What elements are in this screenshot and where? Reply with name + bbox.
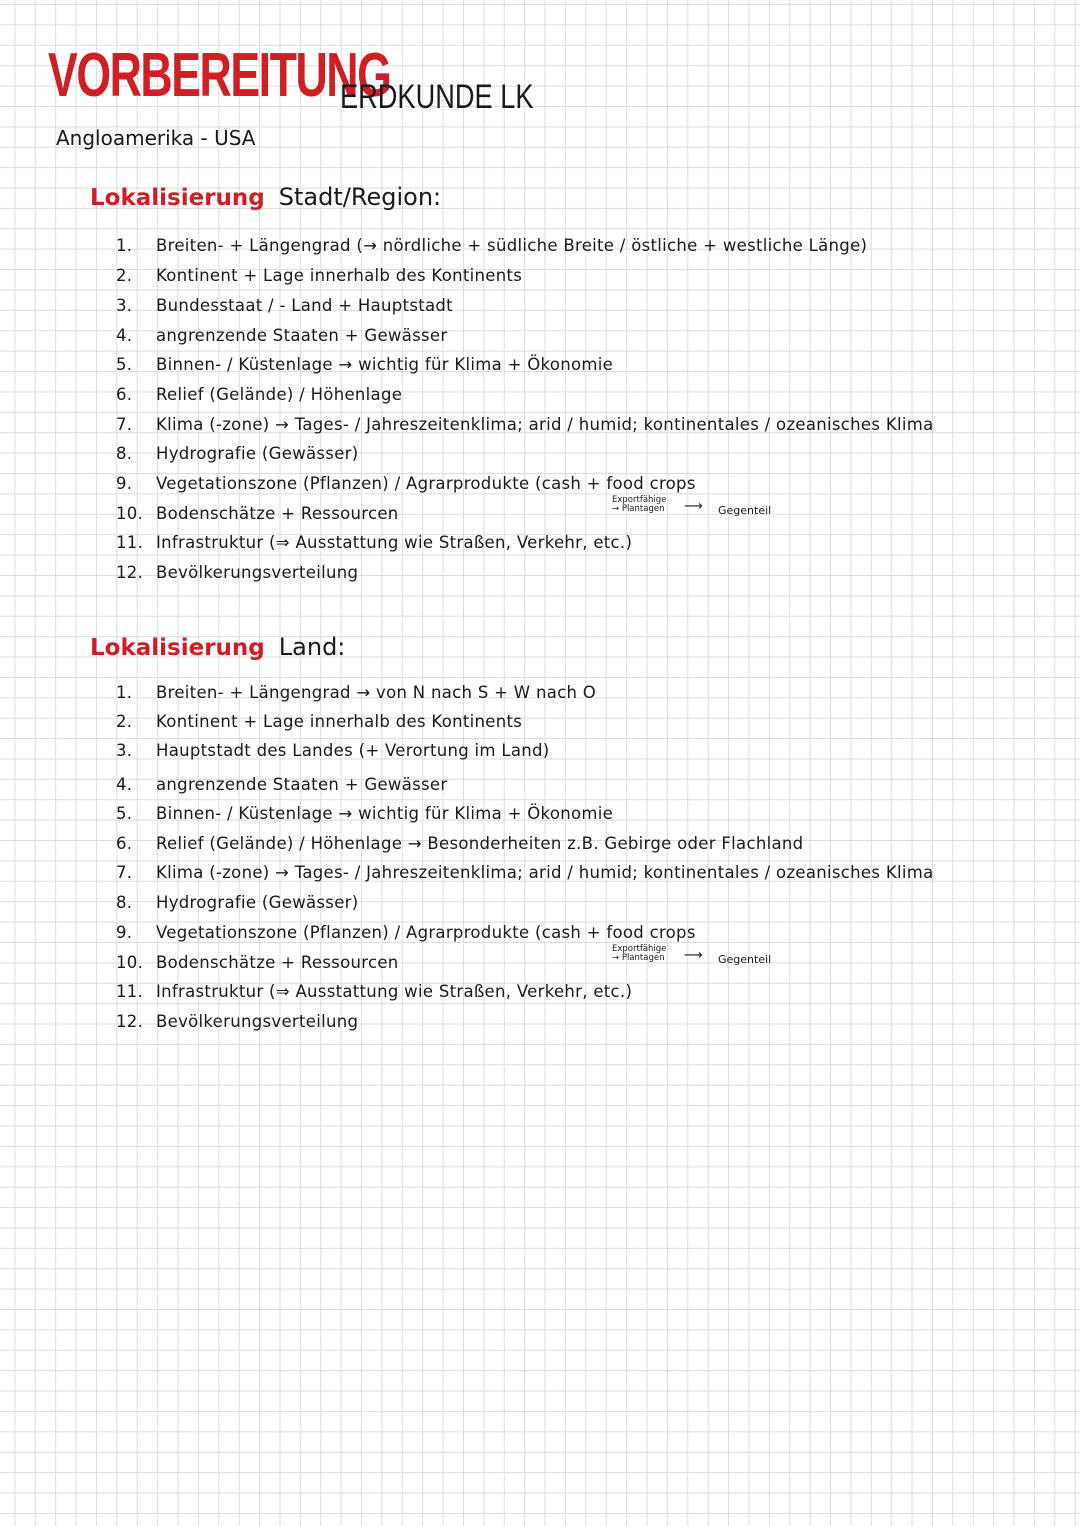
- item-number: 8.: [116, 893, 133, 912]
- list-item: [116, 863, 934, 882]
- list-item: [116, 504, 399, 523]
- list-item: [116, 444, 358, 463]
- item-text: Vegetationszone (Pflanzen) / Agrarprodukte (cash + food crops: [156, 474, 696, 493]
- item-number: 1.: [116, 683, 133, 702]
- item-number: 3.: [116, 741, 133, 760]
- item-text: Klima (-zone) → Tages- / Jahreszeitenklima; arid / humid; kontinentales / ozeanisches Klima: [156, 415, 934, 434]
- list-item: [116, 893, 358, 912]
- item-number: 11.: [116, 533, 144, 552]
- list-item: [116, 355, 613, 374]
- item-text: Relief (Gelände) / Höhenlage → Besonderheiten z.B. Gebirge oder Flachland: [156, 834, 804, 853]
- item-text: Bodenschätze + Ressourcen: [156, 504, 399, 523]
- crops-note: [612, 945, 666, 963]
- section2-heading-accent: Lokalisierung: [90, 635, 265, 661]
- item-text: Bevölkerungsverteilung: [156, 563, 359, 582]
- list-item: [116, 683, 596, 702]
- item-number: 1.: [116, 236, 133, 255]
- list-item: [116, 982, 632, 1001]
- item-text: angrenzende Staaten + Gewässer: [156, 775, 448, 794]
- item-number: 10.: [116, 504, 144, 523]
- item-number: 6.: [116, 834, 133, 853]
- item-number: 5.: [116, 355, 133, 374]
- item-text: Kontinent + Lage innerhalb des Kontinents: [156, 266, 523, 285]
- item-text: Breiten- + Längengrad (→ nördliche + südliche Breite / östliche + westliche Länge): [156, 236, 868, 255]
- item-text: Binnen- / Küstenlage → wichtig für Klima + Ökonomie: [156, 355, 614, 374]
- item-number: 8.: [116, 444, 133, 463]
- item-text: Binnen- / Küstenlage → wichtig für Klima + Ökonomie: [156, 804, 614, 823]
- list-item: [116, 533, 632, 552]
- item-number: 2.: [116, 712, 133, 731]
- item-number: 7.: [116, 415, 133, 434]
- crops-note-line1: Exportfähige: [612, 944, 667, 954]
- item-number: 7.: [116, 863, 133, 882]
- item-number: 4.: [116, 326, 133, 345]
- item-text: Bevölkerungsverteilung: [156, 1012, 359, 1031]
- page-subtitle: ERDKUNDE LK: [340, 78, 534, 116]
- list-item: [116, 834, 803, 853]
- item-text: Infrastruktur (⇒ Ausstattung wie Straßen, Verkehr, etc.): [156, 533, 633, 552]
- crops-note-line1: Exportfähige: [612, 495, 667, 505]
- crops-note-right: Gegenteil: [718, 953, 772, 966]
- list-item: [116, 923, 696, 942]
- section1-heading-rest: Stadt/Region:: [278, 183, 442, 211]
- item-number: 4.: [116, 775, 133, 794]
- item-text: Relief (Gelände) / Höhenlage: [156, 385, 403, 404]
- item-text: Breiten- + Längengrad → von N nach S + W nach O: [156, 683, 597, 702]
- item-text: Kontinent + Lage innerhalb des Kontinents: [156, 712, 523, 731]
- item-number: 9.: [116, 474, 133, 493]
- arrow-icon: ⟶: [684, 499, 703, 514]
- list-item: [116, 296, 453, 315]
- list-item: [116, 712, 522, 731]
- list-item: [116, 804, 613, 823]
- list-item: [116, 953, 399, 972]
- item-text: Infrastruktur (⇒ Ausstattung wie Straßen, Verkehr, etc.): [156, 982, 633, 1001]
- item-number: 3.: [116, 296, 133, 315]
- item-number: 12.: [116, 1012, 144, 1031]
- item-number: 5.: [116, 804, 133, 823]
- list-item: [116, 775, 447, 794]
- list-item: [116, 474, 696, 493]
- item-text: Hydrografie (Gewässer): [156, 444, 359, 463]
- item-number: 9.: [116, 923, 133, 942]
- section2-heading: [90, 633, 345, 661]
- list-item: [116, 415, 934, 434]
- list-item: [116, 385, 402, 404]
- arrow-icon: ⟶: [684, 948, 703, 963]
- crops-note-right: Gegenteil: [718, 504, 772, 517]
- topic-line: Angloamerika - USA: [56, 126, 256, 150]
- item-text: Bodenschätze + Ressourcen: [156, 953, 399, 972]
- list-item: [116, 266, 522, 285]
- item-number: 11.: [116, 982, 144, 1001]
- item-number: 6.: [116, 385, 133, 404]
- list-item: [116, 1012, 358, 1031]
- item-text: Vegetationszone (Pflanzen) / Agrarprodukte (cash + food crops: [156, 923, 696, 942]
- list-item: [116, 741, 550, 760]
- crops-note: [612, 496, 666, 514]
- item-text: Klima (-zone) → Tages- / Jahreszeitenklima; arid / humid; kontinentales / ozeanisches Klima: [156, 863, 934, 882]
- list-item: [116, 236, 867, 255]
- item-text: Hydrografie (Gewässer): [156, 893, 359, 912]
- list-item: [116, 563, 358, 582]
- page-title: VORBEREITUNG: [48, 41, 391, 110]
- crops-note-line2: → Plantagen: [612, 953, 665, 963]
- section1-heading: [90, 183, 441, 211]
- list-item: [116, 326, 447, 345]
- item-text: angrenzende Staaten + Gewässer: [156, 326, 448, 345]
- item-number: 2.: [116, 266, 133, 285]
- crops-note-line2: → Plantagen: [612, 504, 665, 514]
- item-number: 10.: [116, 953, 144, 972]
- item-number: 12.: [116, 563, 144, 582]
- section1-heading-accent: Lokalisierung: [90, 185, 265, 211]
- item-text: Bundesstaat / - Land + Hauptstadt: [156, 296, 453, 315]
- item-text: Hauptstadt des Landes (+ Verortung im Land): [156, 741, 550, 760]
- section2-heading-rest: Land:: [278, 633, 346, 661]
